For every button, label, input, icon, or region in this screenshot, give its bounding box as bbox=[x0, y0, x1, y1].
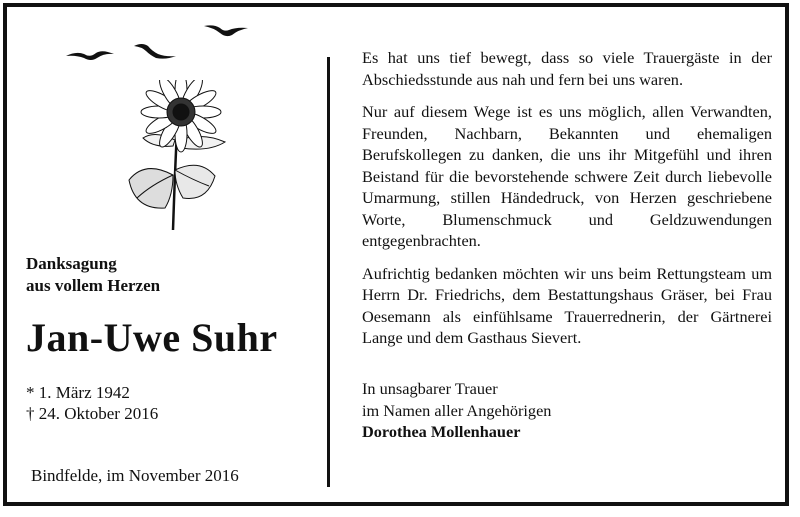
thanks-heading bbox=[26, 253, 160, 297]
paragraph-2: Nur auf diesem Wege ist es uns möglich, allen Verwandten, Freunden, Nachbarn, Bekannten und ehemaligen Berufskollegen zu danken, die uns ihr Mitgefühl und ihren Beistand für die bevorstehende schwere Zeit durch liebevolle Umarmung, stillen Händedruck, von Herzen geschriebene Worte, Blumenschmuck und Geldzuwendungen entgegenbrachten. bbox=[362, 102, 772, 250]
signoff-line-1: In unsagbarer Trauer bbox=[362, 379, 498, 398]
thank-you-text bbox=[362, 47, 772, 360]
signoff-line-2: im Namen aller Angehörigen bbox=[362, 400, 552, 420]
death-date: † 24. Oktober 2016 bbox=[26, 404, 159, 423]
signer-name: Dorothea Mollenhauer bbox=[362, 422, 521, 441]
deceased-name: Jan-Uwe Suhr bbox=[26, 315, 278, 360]
life-dates bbox=[26, 382, 158, 424]
sunflower-icon bbox=[115, 80, 245, 240]
birds-icon bbox=[66, 20, 266, 70]
paragraph-3: Aufrichtig bedanken möchten wir uns beim Rettungsteam um Herrn Dr. Friedrichs, dem Bestattungshaus Gräser, bei Frau Oesemann als einfühlsame Trauerrednerin, der Gärtnerei Lange und dem Gasthaus Sievert. bbox=[362, 263, 772, 347]
place-date: Bindfelde, im November 2016 bbox=[31, 466, 239, 485]
paragraph-1: Es hat uns tief bewegt, dass so viele Trauergäste in der Abschiedsstunde aus nah und fern bei uns waren. bbox=[362, 48, 772, 89]
heading-line-1: Danksagung bbox=[26, 254, 117, 273]
signoff bbox=[362, 378, 551, 443]
column-divider bbox=[327, 57, 330, 487]
birth-date: * 1. März 1942 bbox=[26, 383, 130, 402]
heading-line-2: aus vollem Herzen bbox=[26, 276, 161, 295]
